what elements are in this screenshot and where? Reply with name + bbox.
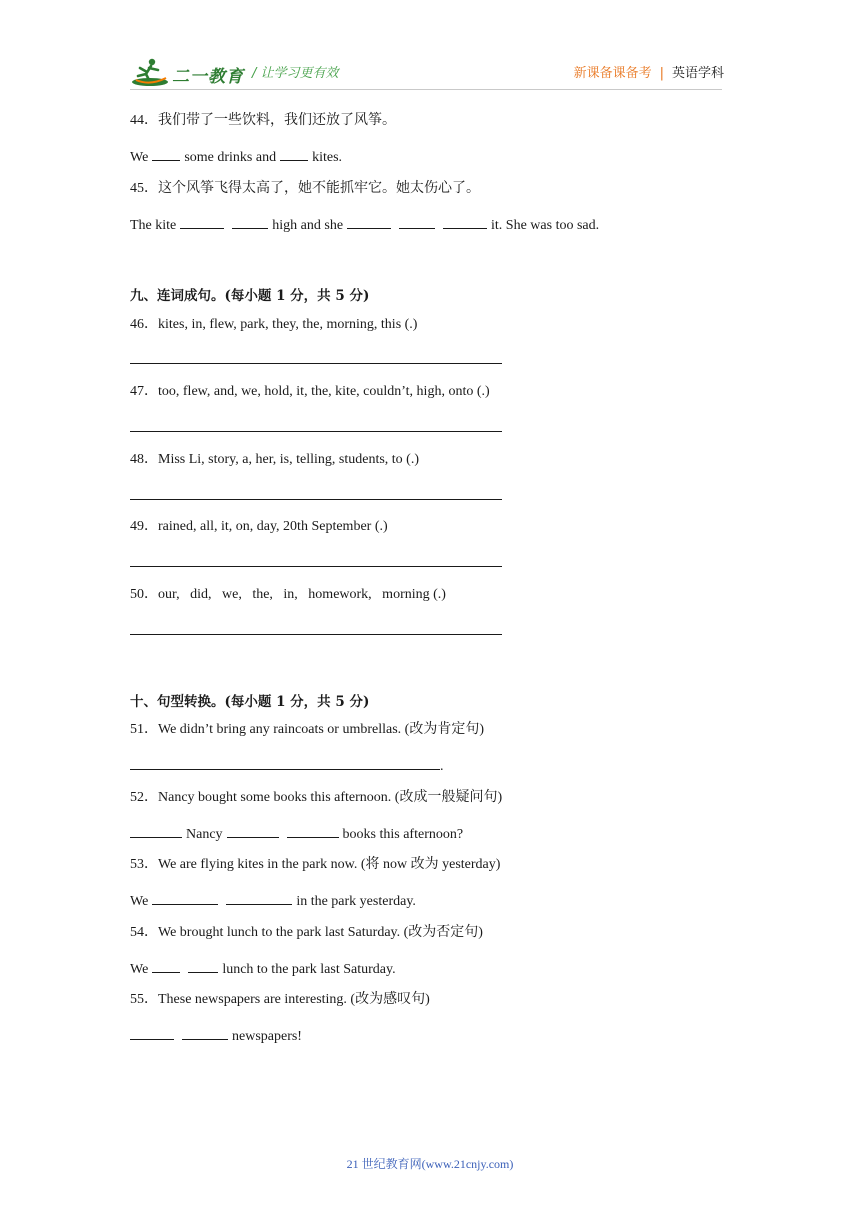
q44-prompt: 44．我们带了一些饮料，我们还放了风筝。 bbox=[130, 113, 396, 128]
q55-blank-1[interactable] bbox=[130, 1025, 174, 1040]
q52-part2: books this afternoon? bbox=[342, 827, 464, 842]
q55-blank-2[interactable] bbox=[182, 1025, 228, 1040]
q54-part1: We bbox=[130, 962, 149, 977]
q53-part1: We bbox=[130, 894, 149, 909]
q44-part2: some drinks and bbox=[184, 150, 277, 165]
q52-blank-3[interactable] bbox=[287, 823, 339, 838]
q44-blank-1[interactable] bbox=[152, 146, 180, 161]
q53-answer bbox=[130, 890, 416, 911]
q53-prompt: 53．We are flying kites in the park now. (将 now 改为 yesterday) bbox=[130, 857, 501, 872]
q50-answer-line[interactable] bbox=[130, 634, 502, 635]
q55-prompt: 55．These newspapers are interesting. (改为感叹句) bbox=[130, 992, 430, 1007]
q46-answer-line[interactable] bbox=[130, 363, 502, 364]
q52-part1: Nancy bbox=[186, 827, 223, 842]
q48-answer-line[interactable] bbox=[130, 499, 502, 500]
q52-answer bbox=[130, 823, 463, 844]
q47-answer-line[interactable] bbox=[130, 431, 502, 432]
q54-blank-1[interactable] bbox=[152, 958, 180, 973]
q49-answer-line[interactable] bbox=[130, 566, 502, 567]
q49-prompt: 49．rained, all, it, on, day, 20th September (.) bbox=[130, 519, 388, 534]
q52-blank-2[interactable] bbox=[227, 823, 279, 838]
q47-prompt: 47．too, flew, and, we, hold, it, the, kite, couldn’t, high, onto (.) bbox=[130, 384, 490, 399]
header-separator: | bbox=[659, 66, 664, 81]
q51-prompt: 51．We didn’t bring any raincoats or umbrellas. (改为肯定句) bbox=[130, 722, 484, 737]
q51-answer bbox=[130, 755, 444, 776]
q44-part3: kites. bbox=[312, 150, 343, 165]
header-brand bbox=[574, 62, 724, 81]
q45-blank-3[interactable] bbox=[347, 214, 391, 229]
q44-blank-2[interactable] bbox=[280, 146, 308, 161]
q52-prompt: 52．Nancy bought some books this afternoon. (改成一般疑问句) bbox=[130, 790, 503, 805]
q45-part3: it. She was too sad. bbox=[491, 218, 600, 233]
q53-blank-1[interactable] bbox=[152, 890, 218, 905]
q51-answer-line[interactable] bbox=[130, 755, 440, 770]
q45-answer bbox=[130, 214, 599, 235]
q45-part2: high and she bbox=[272, 218, 344, 233]
q53-blank-2[interactable] bbox=[226, 890, 292, 905]
q44-answer bbox=[130, 146, 342, 167]
q54-prompt: 54．We brought lunch to the park last Saturday. (改为否定句) bbox=[130, 925, 483, 940]
header-subject: 英语学科 bbox=[671, 66, 724, 81]
q45-part1: The kite bbox=[130, 218, 177, 233]
q53-part2: in the park yesterday. bbox=[296, 894, 416, 909]
q54-answer bbox=[130, 958, 396, 979]
q50-prompt: 50．our, did, we, the, in, homework, morning (.) bbox=[130, 587, 446, 602]
q45-blank-2[interactable] bbox=[232, 214, 268, 229]
page-footer: 21 世纪教育网(www.21cnjy.com) bbox=[346, 1157, 514, 1171]
q54-part2: lunch to the park last Saturday. bbox=[222, 962, 396, 977]
q44-part1: We bbox=[130, 150, 149, 165]
logo-text: 二一教育 bbox=[172, 67, 244, 87]
q55-part1: newspapers! bbox=[232, 1029, 302, 1044]
q45-blank-4[interactable] bbox=[399, 214, 435, 229]
q45-blank-5[interactable] bbox=[443, 214, 487, 229]
q54-blank-2[interactable] bbox=[188, 958, 218, 973]
q51-end: . bbox=[440, 759, 444, 774]
q52-blank-1[interactable] bbox=[130, 823, 182, 838]
q48-prompt: 48．Miss Li, story, a, her, is, telling, students, to (.) bbox=[130, 452, 420, 467]
page-header bbox=[0, 0, 860, 100]
header-slogan: / 让学习更有效 bbox=[252, 66, 339, 81]
section9-title: 九、连词成句。(每小题 1 分，共 5 分) bbox=[130, 288, 370, 304]
header-divider bbox=[130, 89, 722, 90]
q55-answer bbox=[130, 1025, 302, 1046]
header-tagline: 新课备课备考 bbox=[573, 66, 652, 81]
q46-prompt: 46．kites, in, flew, park, they, the, morning, this (.) bbox=[130, 317, 418, 332]
q45-prompt: 45．这个风筝飞得太高了，她不能抓牢它。她太伤心了。 bbox=[130, 181, 480, 196]
section10-title: 十、句型转换。(每小题 1 分，共 5 分) bbox=[130, 694, 370, 710]
q45-blank-1[interactable] bbox=[180, 214, 224, 229]
